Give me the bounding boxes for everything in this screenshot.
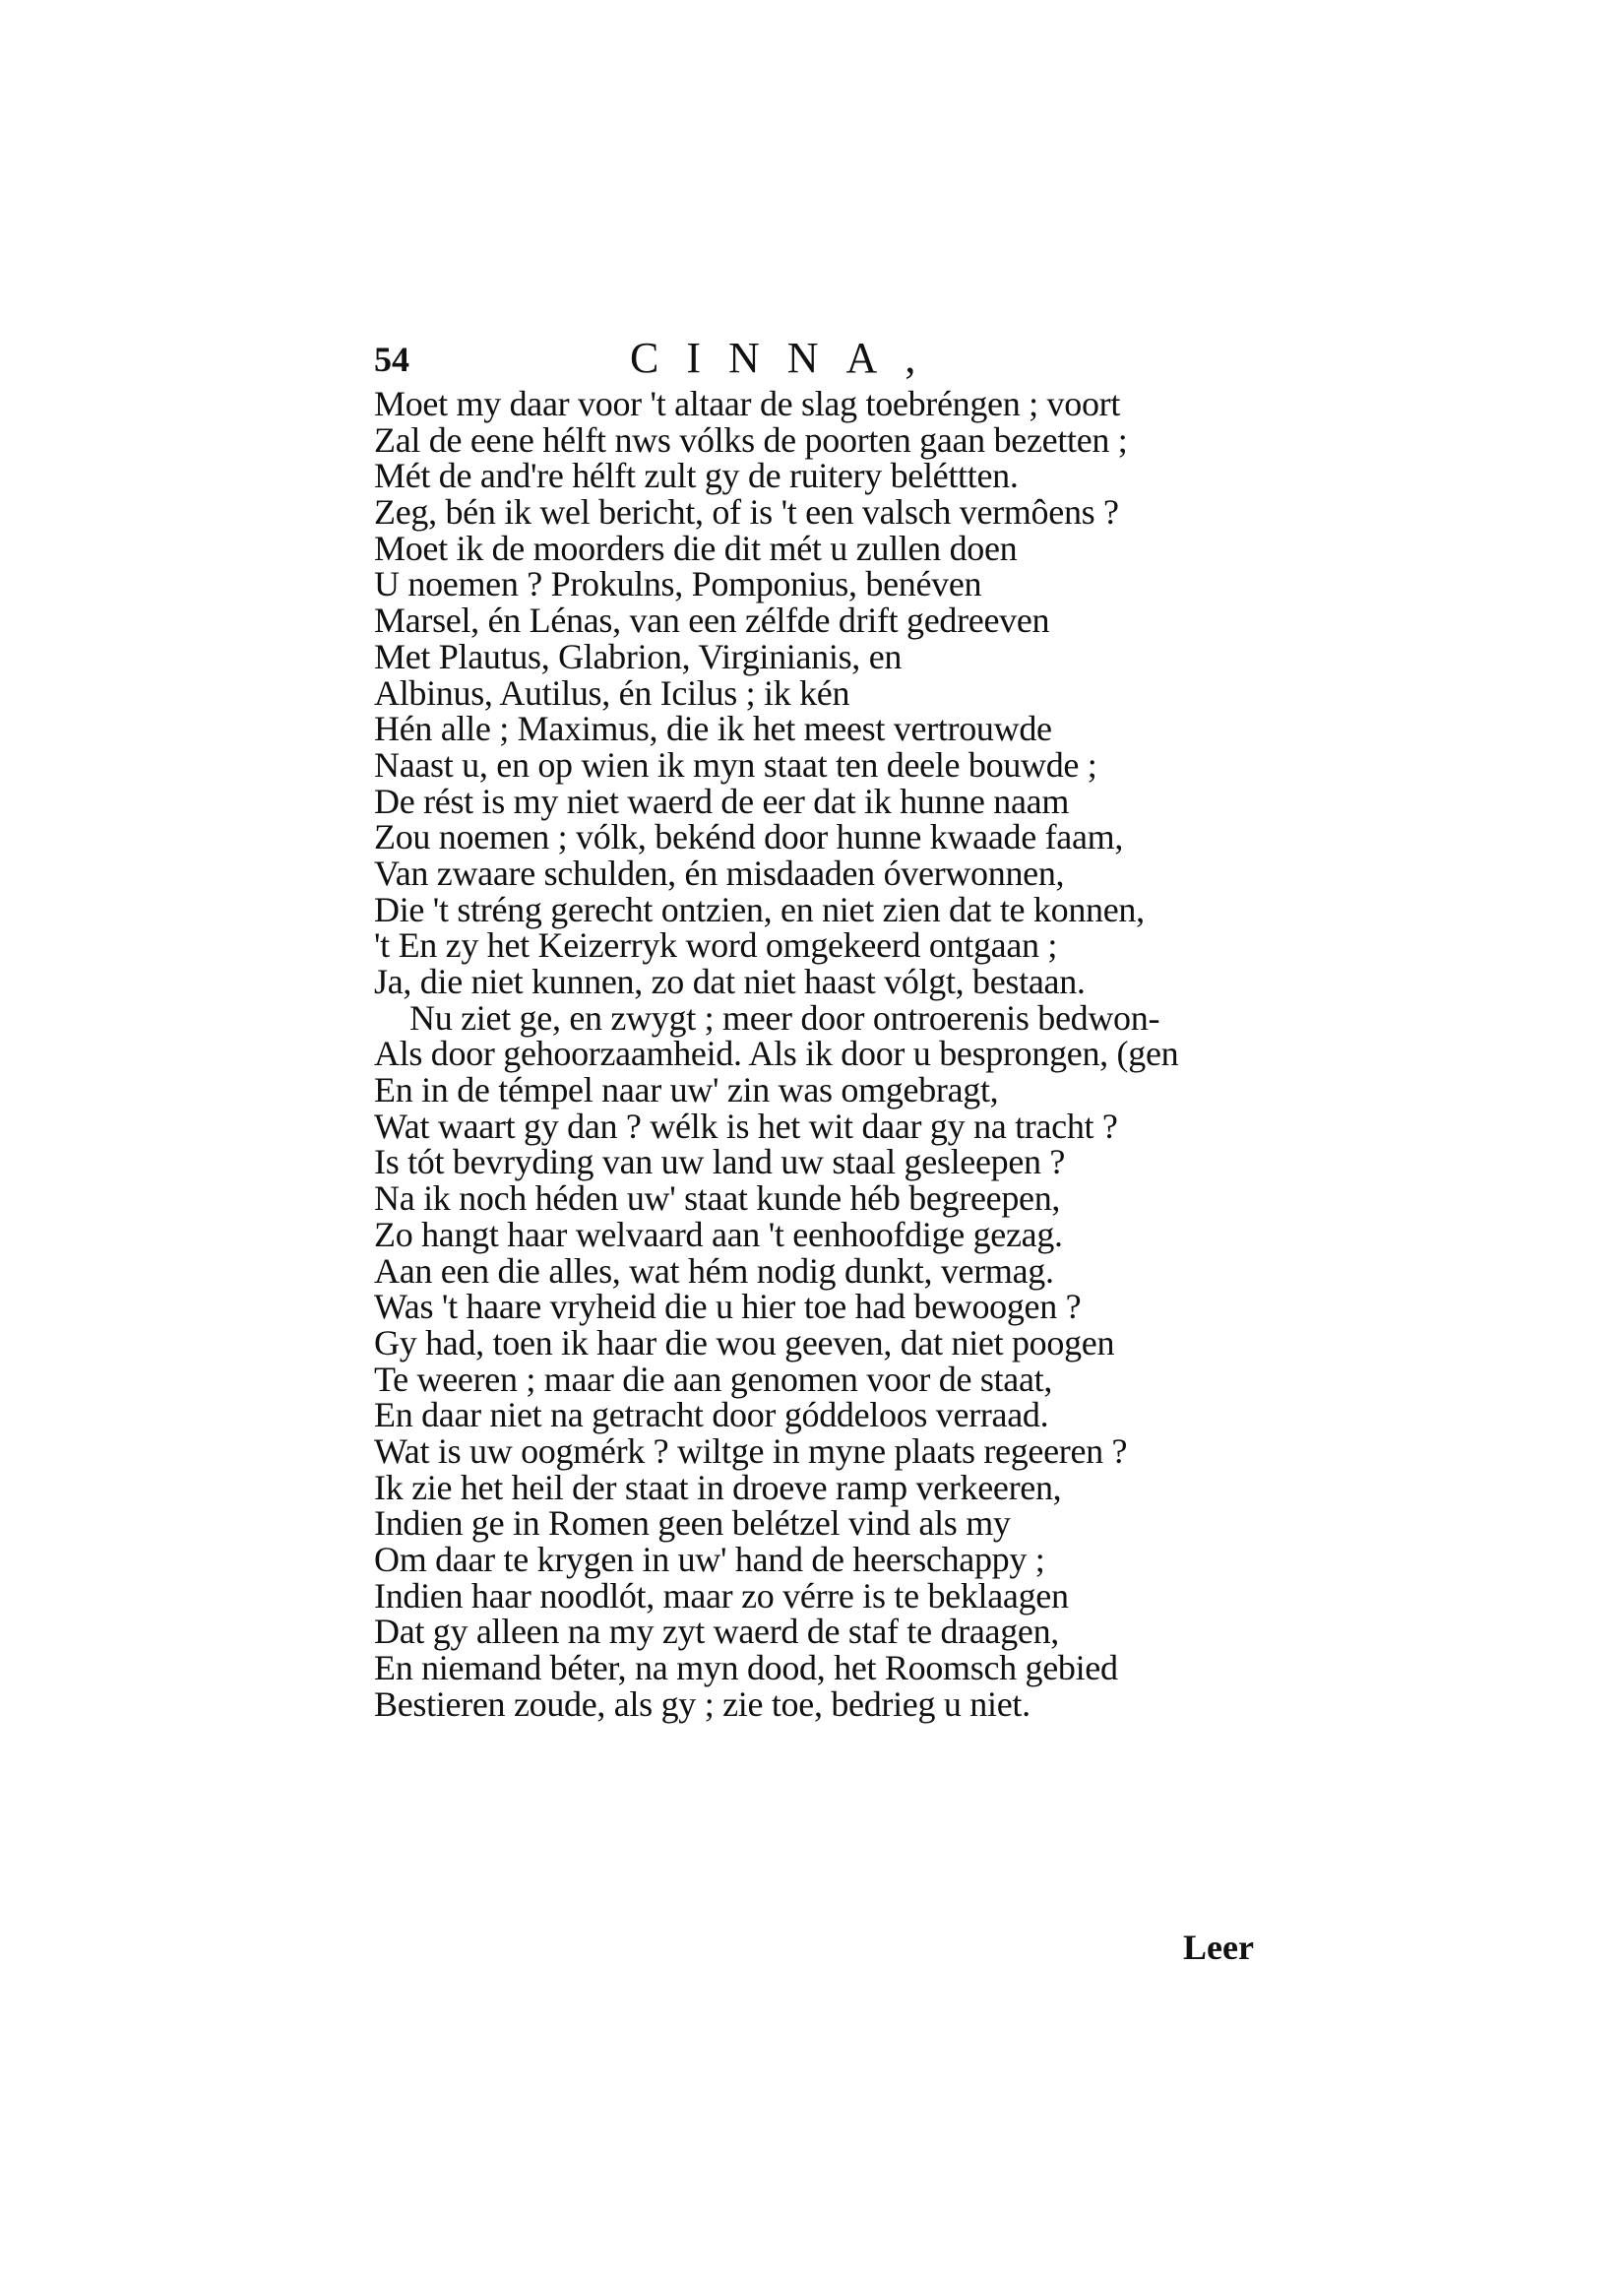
verse-line: Als door gehoorzaamheid. Als ik door u besprongen, (gen <box>374 1034 1179 1074</box>
verse-line: De rést is my niet waerd de eer dat ik hunne naam <box>374 781 1070 821</box>
verse-line: Wat is uw oogmérk ? wiltge in myne plaats regeeren ? <box>374 1430 1128 1471</box>
verse-line: Naast u, en op wien ik myn staat ten deele bouwde ; <box>374 744 1097 785</box>
verse-line: Bestieren zoude, als gy ; zie toe, bedrieg u niet. <box>374 1683 1031 1724</box>
verse-line: Nu ziet ge, en zwygt ; meer door ontroerenis bedwon- <box>409 997 1160 1038</box>
verse-line: Ik zie het heil der staat in droeve ramp verkeeren, <box>374 1467 1062 1507</box>
verse-line: Gy had, toen ik haar die wou geeven, dat niet poogen <box>374 1322 1115 1362</box>
verse-line: Wat waart gy dan ? wélk is het wit daar gy na tracht ? <box>374 1106 1118 1146</box>
verse-line: Is tót bevryding van uw land uw staal gesleepen ? <box>374 1142 1066 1182</box>
verse-line: En niemand béter, na myn dood, het Roomsch gebied <box>374 1648 1118 1688</box>
verse-line: Zal de eene hélft nws vólks de poorten gaan bezetten ; <box>374 419 1128 460</box>
verse-line: En daar niet na getracht door góddeloos verraad. <box>374 1395 1049 1435</box>
page-number: 54 <box>374 340 409 379</box>
catchword: Leer <box>1183 1928 1254 1967</box>
verse-line: Zeg, bén ik wel bericht, of is 't een valsch vermôens ? <box>374 492 1119 533</box>
verse-line: Die 't stréng gerecht ontzien, en niet zien dat te konnen, <box>374 889 1145 929</box>
verse-line: Met Plautus, Glabrion, Virginianis, en <box>374 636 903 676</box>
verse-line: Na ik noch héden uw' staat kunde héb begreepen, <box>374 1178 1061 1219</box>
verse-line: Te weeren ; maar die aan genomen voor de staat, <box>374 1359 1053 1399</box>
verse-line: Was 't haare vryheid die u hier toe had bewoogen ? <box>374 1287 1082 1327</box>
verse-line: Moet my daar voor 't altaar de slag toebréngen ; voort <box>374 384 1121 423</box>
verse-line: Van zwaare schulden, én misdaaden óverwonnen, <box>374 853 1065 893</box>
verse-line: Indien ge in Romen geen belétzel vind als my <box>374 1503 1011 1544</box>
verse-line: 't En zy het Keizerryk word omgekeerd ontgaan ; <box>374 925 1058 966</box>
verse-line: Zou noemen ; vólk, bekénd door hunne kwaade faam, <box>374 817 1124 857</box>
verse-line: Dat gy alleen na my zyt waerd de staf te draagen, <box>374 1612 1059 1652</box>
verse-line: Om daar te krygen in uw' hand de heerschappy ; <box>374 1540 1045 1579</box>
verse-line: Mét de and're hélft zult gy de ruitery beléttten. <box>374 456 1019 496</box>
verse-line: Ja, die niet kunnen, zo dat niet haast vólgt, bestaan. <box>374 962 1086 1001</box>
verse-line: Moet ik de moorders die dit mét u zullen doen <box>374 528 1018 568</box>
verse-text <box>374 386 1319 1722</box>
verse-line: En in de témpel naar uw' zin was omgebragt, <box>374 1070 999 1110</box>
verse-line: Zo hangt haar welvaard aan 't eenhoofdige gezag. <box>374 1214 1063 1254</box>
verse-line: Aan een die alles, wat hém nodig dunkt, vermag. <box>374 1250 1054 1291</box>
verse-line: Hén alle ; Maximus, die ik het meest vertrouwde <box>374 709 1052 749</box>
verse-line: Albinus, Autilus, én Icilus ; ik kén <box>374 672 850 713</box>
verse-line: Marsel, én Lénas, van een zélfde drift gedreeven <box>374 601 1050 641</box>
verse-line: U noemen ? Prokulns, Pomponius, benéven <box>374 564 982 604</box>
running-title: CINNA, <box>630 334 944 382</box>
verse-line: Indien haar noodlót, maar zo vérre is te beklaagen <box>374 1575 1069 1616</box>
